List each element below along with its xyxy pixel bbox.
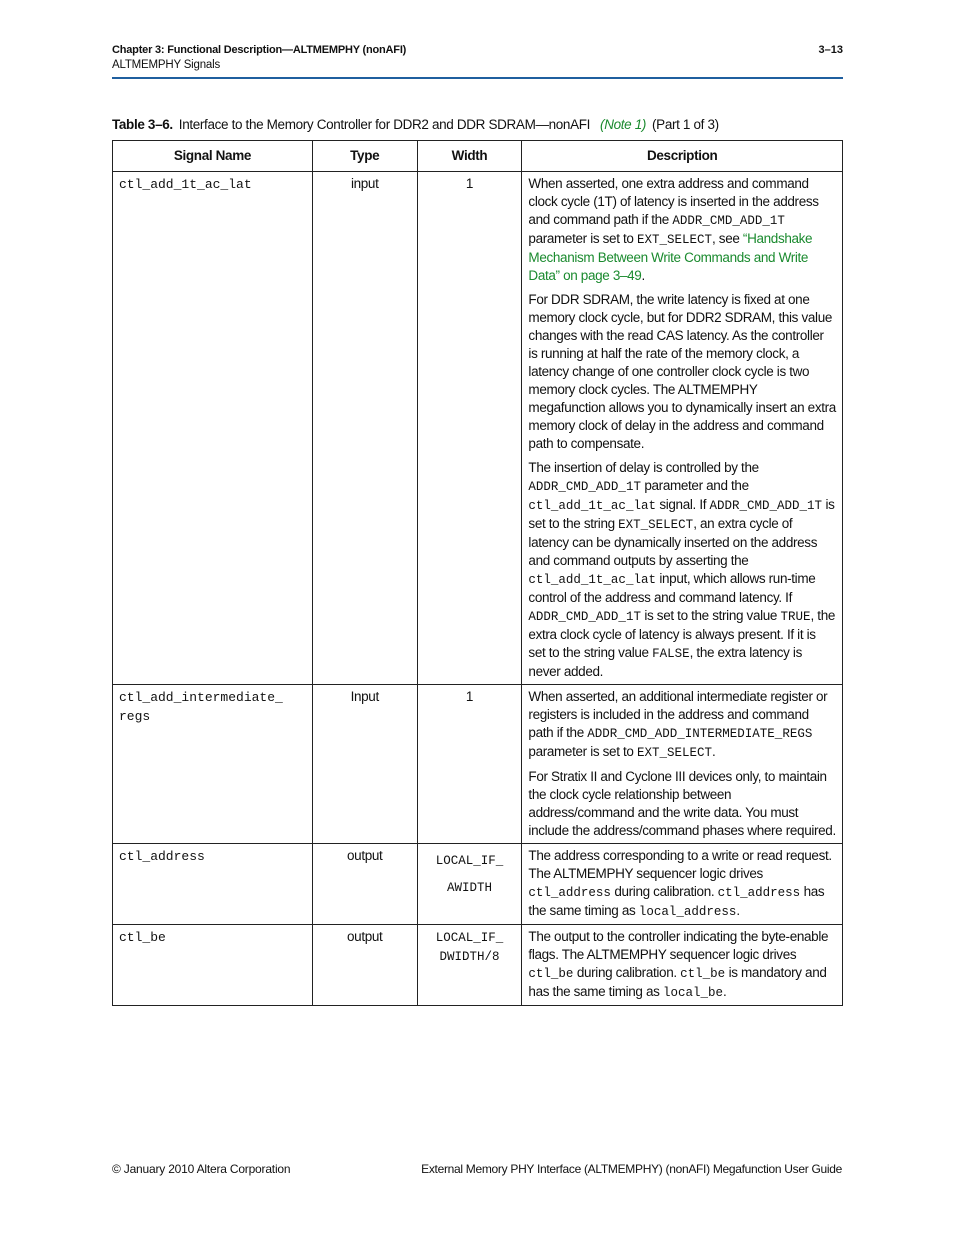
description-paragraph xyxy=(528,459,836,681)
chapter-title: Chapter 3: Functional Description—ALTMEMPHY (nonAFI) xyxy=(112,44,407,56)
desc-code: EXT_SELECT xyxy=(618,518,694,532)
signal-name-cell xyxy=(113,172,313,685)
signal-name: ctl_be xyxy=(119,930,166,945)
desc-text: is mandatory and has the same timing as xyxy=(528,965,827,999)
description-paragraph xyxy=(528,847,836,921)
signal-name: regs xyxy=(119,709,151,724)
desc-text: signal. If xyxy=(655,497,710,512)
page-number: 3–13 xyxy=(818,44,843,56)
description-cell xyxy=(522,685,843,844)
desc-text: The address corresponding to a write or read request. The ALTMEMPHY sequencer logic drives xyxy=(528,848,832,881)
width-value: 1 xyxy=(465,689,474,704)
note-link[interactable]: (Note 1) xyxy=(600,117,647,132)
type-cell: Input xyxy=(312,685,417,844)
desc-code: ADDR_CMD_ADD_1T xyxy=(709,499,823,513)
desc-text: When asserted, an additional intermediate register or registers is included in the address and command path if the xyxy=(528,689,828,740)
desc-text: , the extra clock cycle of latency is always present. If it is set to the string value xyxy=(528,608,836,660)
table-row xyxy=(113,844,843,925)
signal-name: ctl_address xyxy=(119,849,205,864)
width-value: LOCAL_IF_ xyxy=(435,854,504,868)
desc-text: parameter and the xyxy=(640,478,749,493)
desc-code: ctl_be xyxy=(680,967,726,981)
desc-code: ctl_add_1t_ac_lat xyxy=(528,499,656,513)
desc-text: The insertion of delay is controlled by the xyxy=(528,460,759,475)
desc-code: ctl_address xyxy=(528,886,611,900)
desc-text: . xyxy=(641,268,645,283)
handshake-link[interactable]: “Handshake Mechanism Between Write Commands and Write Data” on page 3–49 xyxy=(528,231,813,283)
desc-code: ADDR_CMD_ADD_1T xyxy=(672,214,785,228)
header-type: Type xyxy=(312,141,417,172)
description-cell xyxy=(522,844,843,925)
table-row xyxy=(113,172,843,685)
table-caption xyxy=(112,117,719,132)
table-row xyxy=(113,685,843,844)
table-title: Interface to the Memory Controller for DDR2 and DDR SDRAM—nonAFI xyxy=(178,117,591,132)
description-paragraph xyxy=(528,688,836,762)
page-header xyxy=(112,42,843,79)
width-value: 1 xyxy=(465,176,474,191)
desc-text: , see xyxy=(712,231,743,246)
width-value: LOCAL_IF_ xyxy=(435,931,504,945)
description-cell xyxy=(522,925,843,1006)
header-signal-name: Signal Name xyxy=(113,141,313,172)
description-paragraph: For Stratix II and Cyclone III devices only, to maintain the clock cycle relationship between address/command and the write data. You must include the address/command phases where required. xyxy=(528,769,836,838)
width-value: DWIDTH/8 xyxy=(439,950,500,964)
desc-text: input, which allows run-time control of the address and command latency. If xyxy=(528,571,816,605)
description-paragraph xyxy=(528,175,836,285)
desc-code: ADDR_CMD_ADD_1T xyxy=(528,610,641,624)
desc-text: The output to the controller indicating the byte-enable flags. The ALTMEMPHY sequencer logic drives xyxy=(528,929,829,962)
desc-text: . xyxy=(736,903,740,918)
desc-code: FALSE xyxy=(652,647,690,661)
width-cell xyxy=(417,172,522,685)
desc-code: ADDR_CMD_ADD_1T xyxy=(528,480,641,494)
signal-name-cell xyxy=(113,925,313,1006)
desc-code: local_be xyxy=(662,986,723,1000)
desc-text: during calibration. xyxy=(573,965,681,980)
desc-text: , an extra cycle of latency can be dynamically inserted on the address and command outputs by asserting the xyxy=(528,516,818,568)
table-header-row xyxy=(113,141,843,172)
desc-code: local_address xyxy=(638,905,737,919)
description-cell xyxy=(522,172,843,685)
desc-code: ADDR_CMD_ADD_INTERMEDIATE_REGS xyxy=(587,727,813,741)
desc-text: . xyxy=(712,744,716,759)
desc-code: TRUE xyxy=(780,610,811,624)
desc-code: ctl_be xyxy=(528,967,574,981)
header-width: Width xyxy=(417,141,522,172)
description-paragraph xyxy=(528,928,836,1002)
footer-copyright: © January 2010 Altera Corporation xyxy=(112,1162,291,1176)
type-cell: output xyxy=(312,925,417,1006)
signal-name: ctl_add_1t_ac_lat xyxy=(119,177,252,192)
desc-code: ctl_add_1t_ac_lat xyxy=(528,573,656,587)
width-cell xyxy=(417,685,522,844)
desc-text: , the extra latency is never added. xyxy=(528,645,802,679)
section-title: ALTMEMPHY Signals xyxy=(112,59,221,71)
width-cell xyxy=(417,925,522,1006)
signal-name-cell xyxy=(113,844,313,925)
signal-name-cell xyxy=(113,685,313,844)
header-description: Description xyxy=(522,141,843,172)
desc-code: EXT_SELECT xyxy=(636,233,712,247)
footer-guide-title: External Memory PHY Interface (ALTMEMPHY) (nonAFI) Megafunction User Guide xyxy=(421,1162,842,1176)
description-paragraph: For DDR SDRAM, the write latency is fixed at one memory clock cycle, but for DDR2 SDRAM, this value changes with the read CAS latency. As the controller is running at half the rate of the memory clock, a latency change of one controller clock cycle is two memory clock cycles. The ALTMEMPHY megafunction allows you to dynamically insert an extra memory clock of delay in the address and command path to compensate. xyxy=(528,292,836,451)
signal-table xyxy=(112,140,843,1006)
width-value: AWIDTH xyxy=(446,881,492,895)
desc-text: has the same timing as xyxy=(528,884,825,918)
desc-code: ctl_address xyxy=(717,886,801,900)
table-label: Table 3–6. xyxy=(112,117,173,132)
desc-code: EXT_SELECT xyxy=(636,746,712,760)
table-row xyxy=(113,925,843,1006)
type-cell: input xyxy=(312,172,417,685)
desc-text: When asserted, one extra address and command clock cycle (1T) of latency is inserted in the address and command path if the xyxy=(528,176,819,227)
desc-text: is set to the string xyxy=(528,497,835,531)
desc-text: during calibration. xyxy=(610,884,718,899)
desc-text: parameter is set to xyxy=(528,744,637,759)
type-cell: output xyxy=(312,844,417,925)
signal-name: ctl_add_intermediate_ xyxy=(119,690,283,705)
desc-text: . xyxy=(722,984,727,999)
desc-text: parameter is set to xyxy=(528,231,637,246)
table-part: (Part 1 of 3) xyxy=(652,117,719,132)
desc-text: is set to the string value xyxy=(640,608,781,623)
width-cell xyxy=(417,844,522,925)
